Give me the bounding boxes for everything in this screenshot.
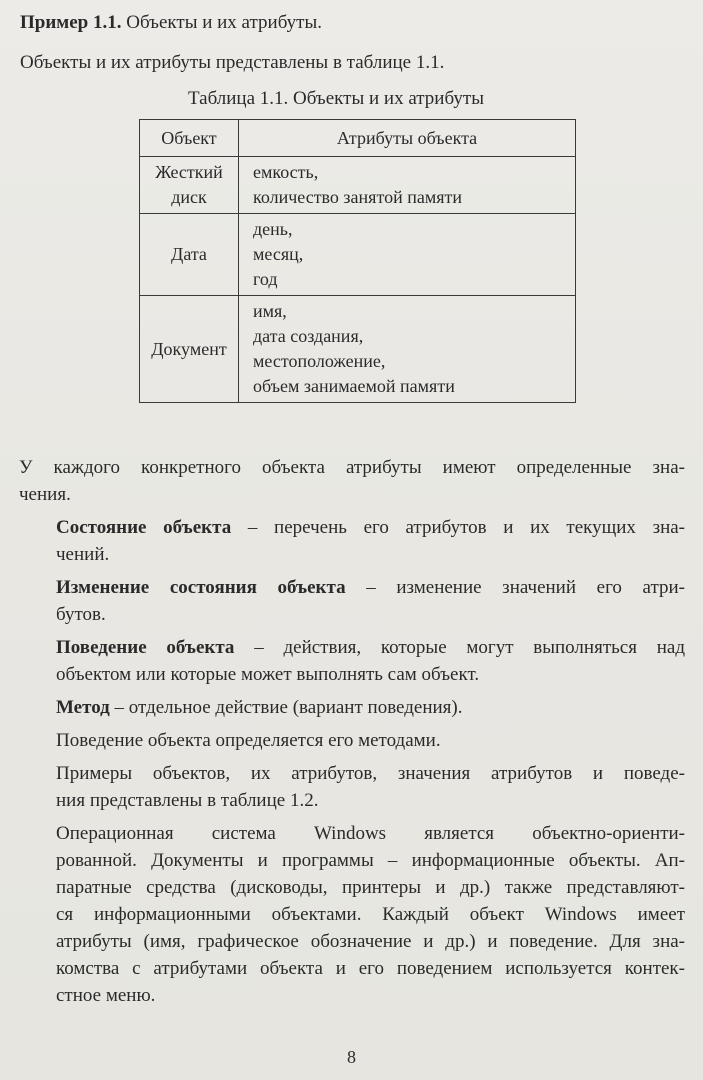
text-line: чений. — [56, 544, 110, 565]
text-line: ния представлены в таблице 1.2. — [56, 790, 319, 811]
definition-text: – отдельное действие (вариант поведения). — [109, 697, 463, 718]
paragraph-examples-ref — [19, 760, 685, 814]
text-line: Поведение объекта определяется его методами. — [56, 730, 441, 751]
paragraph-object-state — [19, 514, 685, 568]
object-cell — [140, 296, 239, 403]
attribute-item: местоположение, — [253, 351, 386, 371]
object-name-line: Документ — [151, 338, 227, 359]
text-line: бутов. — [56, 604, 106, 625]
object-cell — [140, 214, 239, 296]
object-name-line: Жесткий — [155, 162, 223, 182]
attributes-cell — [239, 157, 576, 214]
table-row — [140, 157, 576, 214]
header-attributes: Атрибуты объекта — [239, 120, 576, 157]
attributes-cell — [239, 214, 576, 296]
example-heading — [20, 10, 322, 36]
paragraph-state-change — [19, 574, 685, 628]
intro-sentence: Объекты и их атрибуты представлены в таблице 1.1. — [20, 52, 445, 73]
text-line: ся информационными объектами. Каждый объект Windows имеет — [56, 904, 685, 925]
paragraph-attribute-values — [19, 454, 685, 508]
attribute-item: дата создания, — [253, 326, 364, 346]
text-line: паратные средства (дисководы, принтеры и др.) также представляют- — [56, 877, 685, 898]
term-method: Метод — [56, 697, 110, 718]
text-line: рованной. Документы и программы – информационные объекты. Ап- — [56, 850, 685, 871]
text-line: чения. — [19, 484, 71, 505]
paragraph-behavior-methods — [19, 727, 685, 754]
paragraph-method — [19, 694, 685, 721]
definition-text: – перечень его атрибутов и их текущих зна- — [231, 517, 686, 538]
term-object-state: Состояние объекта — [56, 517, 232, 538]
example-number: Пример 1.1. — [20, 12, 122, 33]
text-line — [19, 574, 685, 601]
attribute-item: день, — [253, 219, 293, 239]
text-line — [19, 694, 685, 721]
text-line — [19, 634, 685, 661]
body-text — [19, 454, 685, 1015]
table-caption: Таблица 1.1. Объекты и их атрибуты — [188, 88, 484, 109]
text-line — [19, 514, 685, 541]
attribute-item: год — [253, 269, 278, 289]
attribute-item: количество занятой памяти — [253, 187, 462, 207]
text-line: У каждого конкретного объекта атрибуты имеют определенные зна- — [19, 457, 685, 478]
attribute-item: имя, — [253, 301, 287, 321]
text-line: Операционная система Windows является объектно-ориенти- — [56, 823, 685, 844]
object-name-line: Дата — [171, 244, 207, 264]
example-title: Объекты и их атрибуты. — [121, 12, 322, 33]
object-name-line: диск — [171, 187, 207, 207]
page-number: 8 — [347, 1047, 356, 1067]
header-object: Объект — [140, 120, 239, 157]
text-line: объектом или которые может выполнять сам объект. — [56, 664, 480, 685]
attribute-item: емкость, — [253, 162, 319, 182]
term-state-change: Изменение состояния объекта — [56, 577, 346, 598]
paragraph-windows — [19, 820, 685, 1009]
attribute-item: объем занимаемой памяти — [253, 376, 455, 396]
attributes-cell — [239, 296, 576, 403]
text-line: атрибуты (имя, графическое обозначение и др.) и поведение. Для зна- — [56, 931, 685, 952]
table-header-row — [140, 120, 576, 157]
objects-attributes-table — [139, 119, 576, 403]
text-line: стное меню. — [56, 985, 156, 1006]
term-object-behavior: Поведение объекта — [56, 637, 235, 658]
definition-text: – действия, которые могут выполняться над — [234, 637, 685, 658]
text-line: Примеры объектов, их атрибутов, значения атрибутов и поведе- — [56, 763, 685, 784]
paragraph-object-behavior — [19, 634, 685, 688]
table-row — [140, 214, 576, 296]
definition-text: – изменение значений его атри- — [345, 577, 685, 598]
table-row — [140, 296, 576, 403]
text-line: комства с атрибутами объекта и его поведением используется контек- — [56, 958, 685, 979]
attribute-item: месяц, — [253, 244, 304, 264]
object-cell — [140, 157, 239, 214]
